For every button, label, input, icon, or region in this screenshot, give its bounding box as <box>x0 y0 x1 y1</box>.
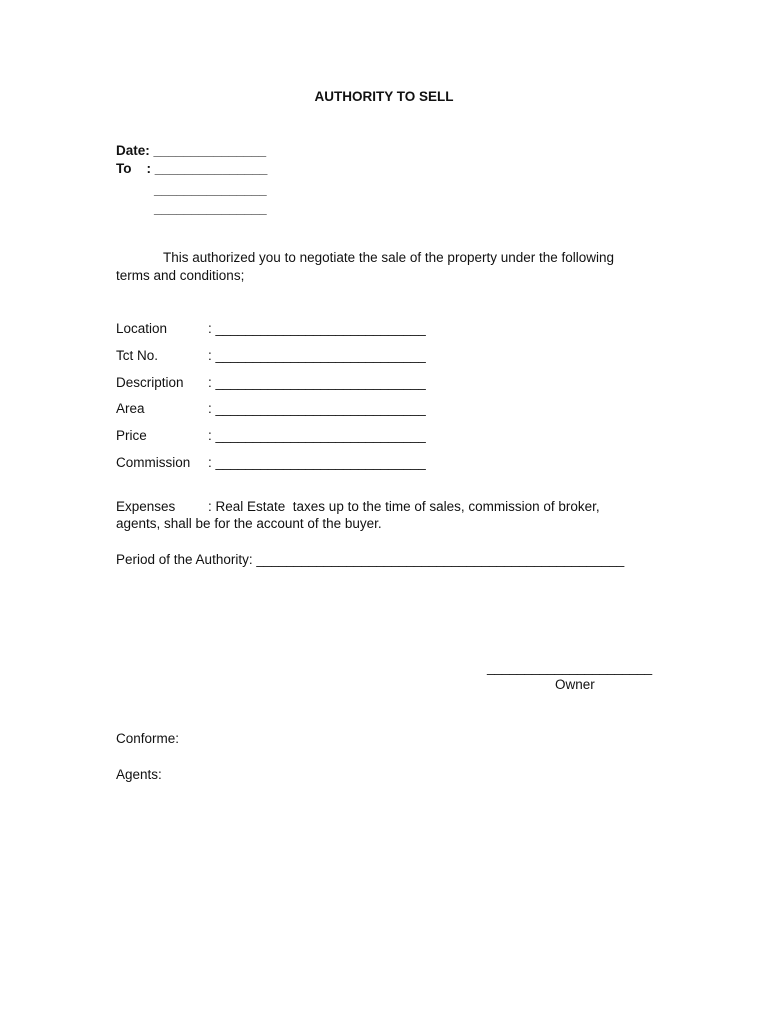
expenses-label: Expenses <box>116 499 176 514</box>
expenses-text-line-2: agents, shall be for the account of the buyer. <box>116 516 382 531</box>
expenses-text-line-1: : Real Estate taxes up to the time of sales, commission of broker, <box>208 499 600 514</box>
field-value-area: : ____________________________ <box>208 401 426 416</box>
owner-signature-line: ______________________ <box>487 660 653 675</box>
field-label-location: Location <box>116 321 168 336</box>
address-line-2: _______________ <box>154 201 267 216</box>
field-label-area: Area <box>116 401 145 416</box>
field-value-location: : ____________________________ <box>208 321 426 336</box>
date-field: Date: _______________ <box>116 143 267 158</box>
field-value-description: : ____________________________ <box>208 375 426 390</box>
agents-label: Agents: <box>116 767 162 782</box>
field-value-tct-no: : ____________________________ <box>208 348 426 363</box>
to-field: To : _______________ <box>116 161 268 176</box>
period-of-authority: Period of the Authority: _________________________________________________ <box>116 552 625 567</box>
field-label-tct-no: Tct No. <box>116 348 159 363</box>
intro-paragraph-line-1: This authorized you to negotiate the sale of the property under the following <box>163 250 615 265</box>
field-value-commission: : ____________________________ <box>208 455 426 470</box>
conforme-label: Conforme: <box>116 731 180 746</box>
owner-label: Owner <box>555 677 595 692</box>
field-label-price: Price <box>116 428 147 443</box>
field-label-description: Description <box>116 375 184 390</box>
document-title: AUTHORITY TO SELL <box>314 89 454 104</box>
field-value-price: : ____________________________ <box>208 428 426 443</box>
address-line-1: _______________ <box>154 182 267 197</box>
field-label-commission: Commission <box>116 455 191 470</box>
intro-paragraph-line-2: terms and conditions; <box>116 268 245 283</box>
